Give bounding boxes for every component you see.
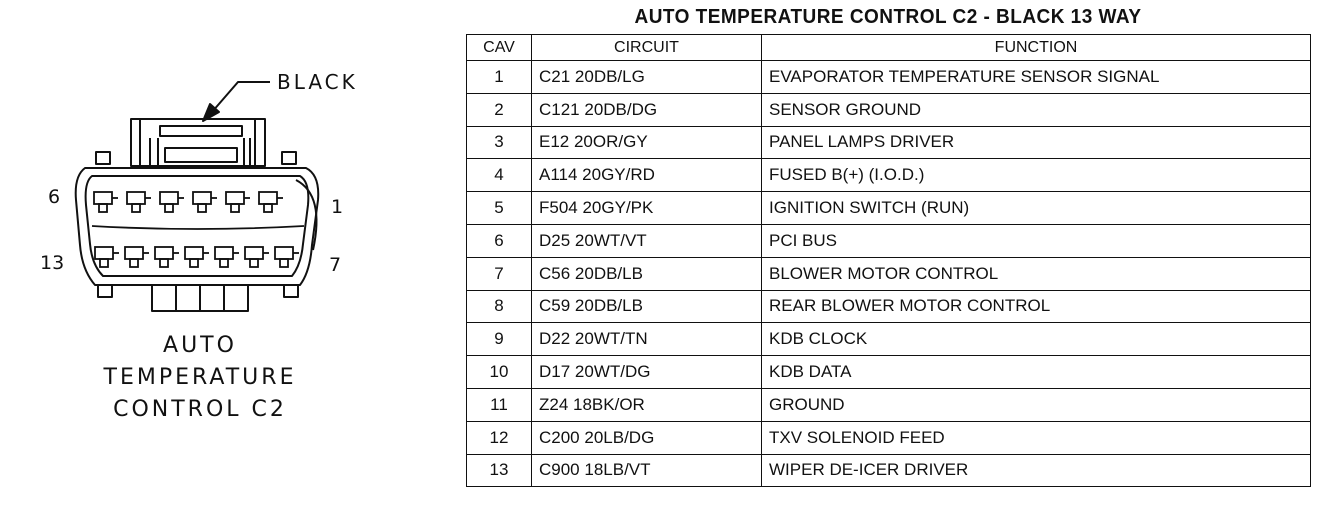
table-row (467, 126, 1311, 159)
cavity-top (160, 192, 184, 212)
cell-cav: 9 (467, 323, 532, 356)
connector-cavities (92, 192, 304, 267)
cavity-bottom (245, 247, 269, 267)
cell-cav: 5 (467, 192, 532, 225)
cell-circuit: F504 20GY/PK (532, 192, 762, 225)
header-cav: CAV (467, 35, 532, 61)
pin-label-1: 1 (331, 196, 344, 218)
cell-function: SENSOR GROUND (762, 93, 1311, 126)
cell-function: REAR BLOWER MOTOR CONTROL (762, 290, 1311, 323)
table-row (467, 356, 1311, 389)
cell-function: BLOWER MOTOR CONTROL (762, 257, 1311, 290)
table-row (467, 388, 1311, 421)
cell-cav: 8 (467, 290, 532, 323)
row-divider (92, 226, 304, 229)
table-row (467, 290, 1311, 323)
cell-cav: 13 (467, 454, 532, 487)
cell-circuit: C900 18LB/VT (532, 454, 762, 487)
cell-circuit: E12 20OR/GY (532, 126, 762, 159)
table-row (467, 192, 1311, 225)
table-body (467, 61, 1311, 487)
cell-cav: 10 (467, 356, 532, 389)
connector-color-callout: BLACK (277, 70, 358, 94)
table-row (467, 159, 1311, 192)
table-row (467, 61, 1311, 94)
cell-function: FUSED B(+) (I.O.D.) (762, 159, 1311, 192)
table-row (467, 224, 1311, 257)
cavity-bottom (95, 247, 119, 267)
cell-cav: 3 (467, 126, 532, 159)
table-header-row (467, 35, 1311, 61)
cell-circuit: C121 20DB/DG (532, 93, 762, 126)
cavity-bottom (275, 247, 299, 267)
cell-circuit: D22 20WT/TN (532, 323, 762, 356)
cell-cav: 11 (467, 388, 532, 421)
cavity-bottom (125, 247, 149, 267)
cavity-top (259, 192, 283, 212)
cell-circuit: D25 20WT/VT (532, 224, 762, 257)
cell-function: TXV SOLENOID FEED (762, 421, 1311, 454)
cavity-top (226, 192, 250, 212)
cell-circuit: A114 20GY/RD (532, 159, 762, 192)
cell-cav: 2 (467, 93, 532, 126)
pin-label-6: 6 (48, 186, 61, 208)
cavity-bottom (185, 247, 209, 267)
connector-caption (80, 330, 320, 426)
cell-cav: 4 (467, 159, 532, 192)
cell-circuit: C21 20DB/LG (532, 61, 762, 94)
cell-cav: 1 (467, 61, 532, 94)
cell-function: KDB CLOCK (762, 323, 1311, 356)
cavity-top (127, 192, 151, 212)
cell-function: IGNITION SWITCH (RUN) (762, 192, 1311, 225)
cell-circuit: C56 20DB/LB (532, 257, 762, 290)
cavity-bottom (155, 247, 179, 267)
cell-function: PANEL LAMPS DRIVER (762, 126, 1311, 159)
table-row (467, 421, 1311, 454)
cell-circuit: C200 20LB/DG (532, 421, 762, 454)
caption-line-1: AUTO (163, 333, 237, 358)
pin-label-7: 7 (329, 254, 342, 276)
cell-function: EVAPORATOR TEMPERATURE SENSOR SIGNAL (762, 61, 1311, 94)
header-function: FUNCTION (762, 35, 1311, 61)
cell-function: PCI BUS (762, 224, 1311, 257)
pin-label-13: 13 (40, 252, 65, 274)
cell-circuit: D17 20WT/DG (532, 356, 762, 389)
cell-circuit: Z24 18BK/OR (532, 388, 762, 421)
cavity-top (94, 192, 118, 212)
table-title: AUTO TEMPERATURE CONTROL C2 - BLACK 13 WAY (634, 6, 1142, 28)
cavity-top (193, 192, 217, 212)
connector-face-drawing (0, 0, 460, 514)
cell-cav: 7 (467, 257, 532, 290)
cell-function: KDB DATA (762, 356, 1311, 389)
cell-cav: 6 (467, 224, 532, 257)
cavity-bottom (215, 247, 239, 267)
pinout-table (466, 34, 1311, 487)
cell-cav: 12 (467, 421, 532, 454)
table-row (467, 257, 1311, 290)
table-row (467, 93, 1311, 126)
cell-circuit: C59 20DB/LB (532, 290, 762, 323)
callout-leader-line (212, 82, 270, 112)
cell-function: GROUND (762, 388, 1311, 421)
header-circuit: CIRCUIT (532, 35, 762, 61)
cell-function: WIPER DE-ICER DRIVER (762, 454, 1311, 487)
table-row (467, 323, 1311, 356)
caption-line-2: TEMPERATURE (103, 365, 297, 390)
caption-line-3: CONTROL C2 (113, 397, 287, 422)
table-row (467, 454, 1311, 487)
